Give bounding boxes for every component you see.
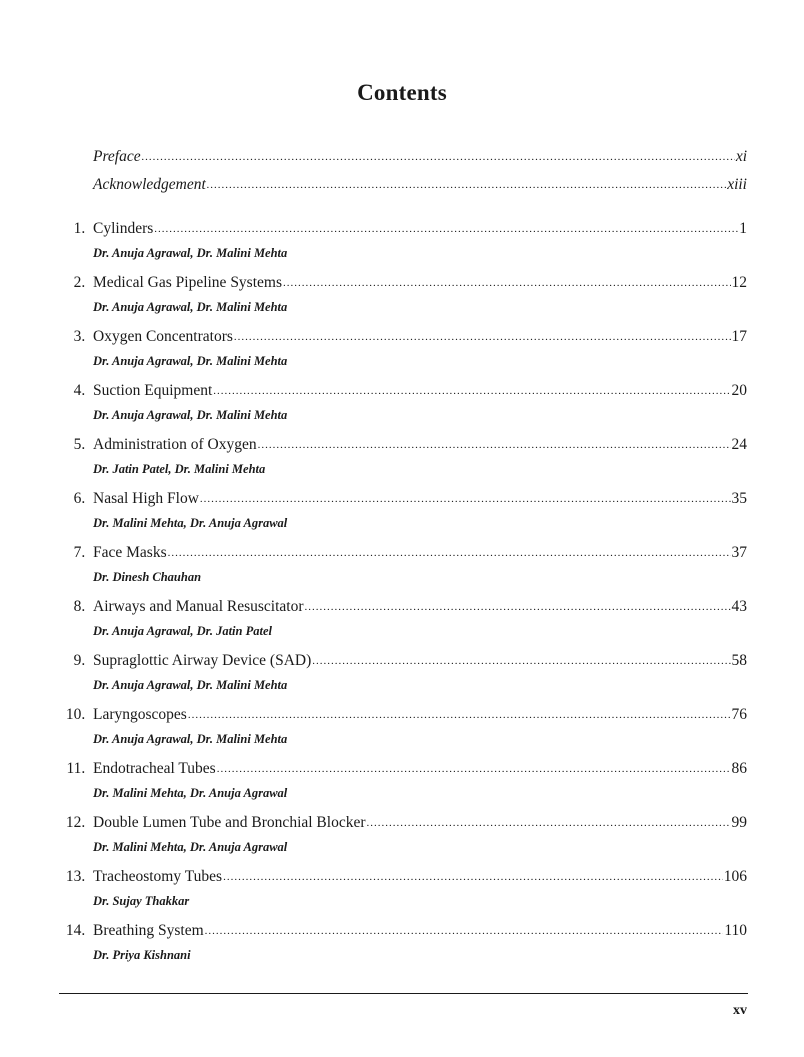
chapter-list: [56, 219, 747, 975]
dot-leader: [154, 219, 738, 239]
dot-leader: [258, 435, 731, 455]
toc-entry-acknowledgement[interactable]: [93, 176, 747, 204]
dot-leader: [367, 813, 731, 833]
chapter-page-number: 99: [731, 814, 747, 831]
chapter-page-number: 12: [731, 274, 747, 291]
entry-title: Preface: [93, 148, 141, 165]
footer-rule: [59, 993, 748, 994]
chapter-page-number: 110: [724, 922, 747, 939]
chapter-title: Administration of Oxygen: [93, 436, 257, 453]
chapter-title: Endotracheal Tubes: [93, 760, 216, 777]
chapter-title: Supraglottic Airway Device (SAD): [93, 652, 312, 669]
chapter-number: 2.: [73, 274, 86, 291]
chapter-page-number: 37: [731, 544, 747, 561]
dot-leader: [188, 705, 731, 725]
toc-chapter-9[interactable]: [56, 651, 747, 705]
chapter-authors: Dr. Dinesh Chauhan: [93, 570, 202, 584]
chapter-number: 1.: [73, 220, 86, 237]
chapter-title: Cylinders: [93, 220, 154, 237]
chapter-number: 9.: [73, 652, 86, 669]
page-title: Contents: [357, 80, 447, 105]
chapter-page-number: 35: [731, 490, 747, 507]
chapter-authors: Dr. Jatin Patel, Dr. Malini Mehta: [93, 462, 266, 476]
entry-page-number: xi: [735, 148, 747, 165]
chapter-number: 11.: [66, 760, 86, 777]
dot-leader: [168, 543, 731, 563]
dot-leader: [213, 381, 730, 401]
dot-leader: [142, 151, 735, 163]
chapter-page-number: 1: [739, 220, 747, 237]
chapter-title: Oxygen Concentrators: [93, 328, 233, 345]
dot-leader: [305, 597, 731, 617]
chapter-number: 4.: [73, 382, 86, 399]
chapter-page-number: 24: [731, 436, 747, 453]
chapter-title: Double Lumen Tube and Bronchial Blocker: [93, 814, 366, 831]
toc-chapter-1[interactable]: [56, 219, 747, 273]
toc-chapter-7[interactable]: [56, 543, 747, 597]
dot-leader: [200, 489, 731, 509]
dot-leader: [217, 759, 731, 779]
chapter-page-number: 76: [731, 706, 747, 723]
chapter-authors: Dr. Anuja Agrawal, Dr. Jatin Patel: [93, 624, 272, 638]
toc-chapter-13[interactable]: [56, 867, 747, 921]
chapter-page-number: 106: [723, 868, 747, 885]
toc-chapter-14[interactable]: [56, 921, 747, 975]
entry-page-number: xiii: [727, 176, 747, 193]
chapter-number: 8.: [73, 598, 86, 615]
dot-leader: [234, 327, 731, 347]
toc-chapter-5[interactable]: [56, 435, 747, 489]
toc-chapter-4[interactable]: [56, 381, 747, 435]
chapter-authors: Dr. Malini Mehta, Dr. Anuja Agrawal: [93, 516, 288, 530]
toc-chapter-11[interactable]: [56, 759, 747, 813]
chapter-page-number: 20: [731, 382, 747, 399]
page-number: xv: [733, 1003, 747, 1018]
chapter-number: 6.: [73, 490, 86, 507]
toc-chapter-6[interactable]: [56, 489, 747, 543]
toc-chapter-10[interactable]: [56, 705, 747, 759]
toc-entry-preface[interactable]: [93, 148, 747, 176]
toc-chapter-12[interactable]: [56, 813, 747, 867]
chapter-authors: Dr. Anuja Agrawal, Dr. Malini Mehta: [93, 732, 288, 746]
toc-chapter-2[interactable]: [56, 273, 747, 327]
toc-chapter-3[interactable]: [56, 327, 747, 381]
dot-leader: [223, 867, 723, 887]
chapter-number: 3.: [73, 328, 86, 345]
chapter-page-number: 43: [731, 598, 747, 615]
chapter-authors: Dr. Anuja Agrawal, Dr. Malini Mehta: [93, 354, 288, 368]
chapter-authors: Dr. Sujay Thakkar: [93, 894, 190, 908]
chapter-title: Face Masks: [93, 544, 167, 561]
chapter-page-number: 86: [731, 760, 747, 777]
chapter-authors: Dr. Anuja Agrawal, Dr. Malini Mehta: [93, 246, 288, 260]
chapter-title: Breathing System: [93, 922, 204, 939]
chapter-page-number: 58: [731, 652, 747, 669]
dot-leader: [283, 273, 731, 293]
dot-leader: [312, 651, 730, 671]
dot-leader: [207, 179, 726, 191]
chapter-title: Laryngoscopes: [93, 706, 187, 723]
chapter-title: Airways and Manual Resuscitator: [93, 598, 304, 615]
chapter-number: 7.: [73, 544, 86, 561]
chapter-number: 10.: [65, 706, 86, 723]
chapter-number: 13.: [65, 868, 86, 885]
chapter-authors: Dr. Anuja Agrawal, Dr. Malini Mehta: [93, 408, 288, 422]
chapter-authors: Dr. Malini Mehta, Dr. Anuja Agrawal: [93, 840, 288, 854]
chapter-authors: Dr. Anuja Agrawal, Dr. Malini Mehta: [93, 300, 288, 314]
chapter-authors: Dr. Malini Mehta, Dr. Anuja Agrawal: [93, 786, 288, 800]
front-matter-list: [93, 148, 747, 204]
chapter-title: Medical Gas Pipeline Systems: [93, 274, 282, 291]
toc-chapter-8[interactable]: [56, 597, 747, 651]
dot-leader: [205, 921, 724, 941]
chapter-page-number: 17: [731, 328, 747, 345]
chapter-authors: Dr. Anuja Agrawal, Dr. Malini Mehta: [93, 678, 288, 692]
chapter-number: 5.: [73, 436, 86, 453]
chapter-number: 14.: [65, 922, 86, 939]
chapter-number: 12.: [65, 814, 86, 831]
entry-title: Acknowledgement: [93, 176, 206, 193]
chapter-title: Nasal High Flow: [93, 490, 199, 507]
chapter-title: Tracheostomy Tubes: [93, 868, 223, 885]
chapter-title: Suction Equipment: [93, 382, 213, 399]
chapter-authors: Dr. Priya Kishnani: [93, 948, 191, 962]
